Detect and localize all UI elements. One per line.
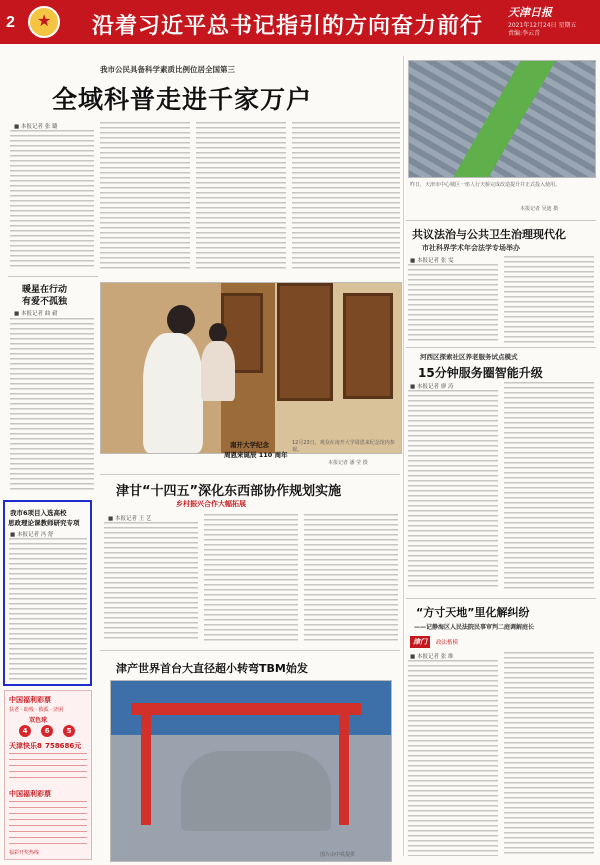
highlight-headline-2: 思政理论课教师研究专项 (8, 519, 80, 527)
tbm-credit: 图片由中铁提供 (320, 852, 356, 858)
ad-result-table (9, 753, 87, 783)
gantry-leg-right (339, 715, 349, 825)
highlight-byline: ■ 本报记者 冯 舒 (10, 532, 54, 538)
right-bottom-byline: ■ 本报记者 张 维 (410, 654, 454, 660)
side-text-col (10, 318, 94, 493)
tbm-headline: 津产世界首台大直径超小转弯TBM始发 (116, 662, 308, 675)
right-top-col-2 (504, 256, 594, 344)
visitor-figure (143, 333, 203, 453)
highlight-headline-1: 我市6项目入选高校 (10, 509, 67, 517)
side-byline: ■ 本报记者 曲 毅 (14, 311, 58, 317)
right-rule-2 (406, 347, 596, 348)
cooperation-byline: ■ 本报记者 王 艺 (108, 516, 152, 522)
lead-byline: ■ 本报记者 张 璐 (14, 124, 58, 130)
column-name: 政法楷模 (436, 640, 459, 646)
cooperation-subhead: 乡村振兴合作大幅拓展 (176, 500, 246, 508)
column-tag: 津门 (410, 636, 430, 648)
masthead-title: 沿着习近平总书记指引的方向奋力前行 (92, 14, 484, 39)
cooperation-headline: 津甘“十四五”深化东西部协作规划实施 (116, 484, 342, 499)
ad-jackpot-label: 天津快乐8 (9, 742, 42, 750)
museum-credit: 本报记者 潘 莹 摄 (328, 460, 368, 466)
lead-text-col-3 (196, 122, 286, 270)
right-mid-byline: ■ 本报记者 廖 涛 (410, 384, 454, 390)
editor-line: 责编:李云青 (508, 30, 541, 37)
cooperation-col-3 (304, 514, 398, 642)
right-top-col-1 (408, 264, 498, 344)
right-bottom-col-2 (504, 652, 594, 856)
column-divider (403, 56, 404, 856)
newspaper-logo: 天津日报 (508, 6, 552, 19)
right-top-subhead: 市社科界学术年会法学专场举办 (422, 244, 520, 252)
exhibit-frame-3 (343, 293, 393, 399)
ad-jackpot: 758686元 (45, 742, 82, 750)
ad-brand-bottom: 中国福利彩票 (9, 790, 51, 798)
cooperation-col-2 (204, 514, 298, 642)
museum-caption-title-1: 南开大学纪念 (230, 441, 269, 449)
right-top-headline: 共议法治与公共卫生治理现代化 (412, 228, 566, 241)
bridge-credit: 本报记者 吴迪 摄 (520, 206, 559, 212)
section-rule (8, 276, 98, 277)
right-mid-headline: 15分钟服务圈智能升级 (418, 366, 543, 380)
mid-rule-2 (100, 650, 400, 651)
ad-brand-top: 中国福利彩票 (9, 696, 51, 704)
page-number: 2 (6, 14, 15, 31)
lead-text-col-2 (100, 122, 190, 270)
right-mid-col-1 (408, 390, 498, 590)
lottery-ad (4, 690, 92, 860)
bridge-photo (408, 60, 596, 178)
museum-photo (100, 282, 402, 454)
ad-slogan: 扶老 · 助残 · 救孤 · 济困 (9, 707, 64, 713)
right-mid-col-2 (504, 382, 594, 590)
highlight-text-col (9, 538, 87, 680)
gantry-beam (131, 703, 361, 715)
visitor-head-2 (209, 323, 227, 343)
masthead-date (508, 22, 598, 38)
lead-headline: 全域科普走进千家万户 (52, 85, 313, 114)
lottery-ball-1: 4 (19, 725, 31, 737)
side-headline-1: 暖星在行动 (22, 285, 68, 295)
lottery-ball-2: 6 (41, 725, 53, 737)
right-rule-3 (406, 598, 596, 599)
right-rule-1 (406, 220, 596, 221)
museum-caption-title-2: 周恩来诞辰 110 周年 (224, 451, 288, 459)
right-bottom-col-1 (408, 660, 498, 856)
gantry-leg-left (141, 715, 151, 825)
lead-text-col-1 (10, 130, 94, 270)
right-bottom-headline: “方寸天地”里化解纠纷 (416, 606, 530, 619)
right-mid-kicker: 河西区探索社区养老服务试点模式 (420, 353, 518, 361)
tbm-machine (181, 751, 331, 831)
tbm-photo (110, 680, 392, 862)
date-line: 2021年12月24日 星期五 (508, 22, 577, 29)
visitor-figure-2 (201, 341, 235, 401)
lottery-ball-3: 5 (63, 725, 75, 737)
visitor-head (167, 305, 195, 335)
ad-draw-label: 双色球 (29, 717, 48, 724)
ad-result-table-2 (9, 801, 87, 845)
ad-footer: 福彩开奖热线 (9, 850, 40, 856)
lead-text-col-4 (292, 122, 400, 270)
lead-kicker: 我市公民具备科学素质比例位居全国第三 (100, 65, 235, 74)
party-emblem-icon (28, 6, 60, 38)
mid-rule (100, 474, 400, 475)
right-top-byline: ■ 本报记者 张 雯 (410, 258, 454, 264)
cooperation-col-1 (104, 522, 198, 642)
side-headline-2: 有爱不孤独 (22, 297, 68, 307)
bridge-caption: 昨日，天津市中心城区一座人行天桥完成改造提升并正式投入使用。 (410, 182, 561, 188)
museum-caption-body: 12月23日，观众在南开大学周恩来纪念馆内参观。 (292, 440, 395, 453)
exhibit-frame-2 (277, 283, 333, 401)
right-bottom-subhead: ——记静海区人民法院民事审判二庭调解庭长 (414, 624, 535, 631)
